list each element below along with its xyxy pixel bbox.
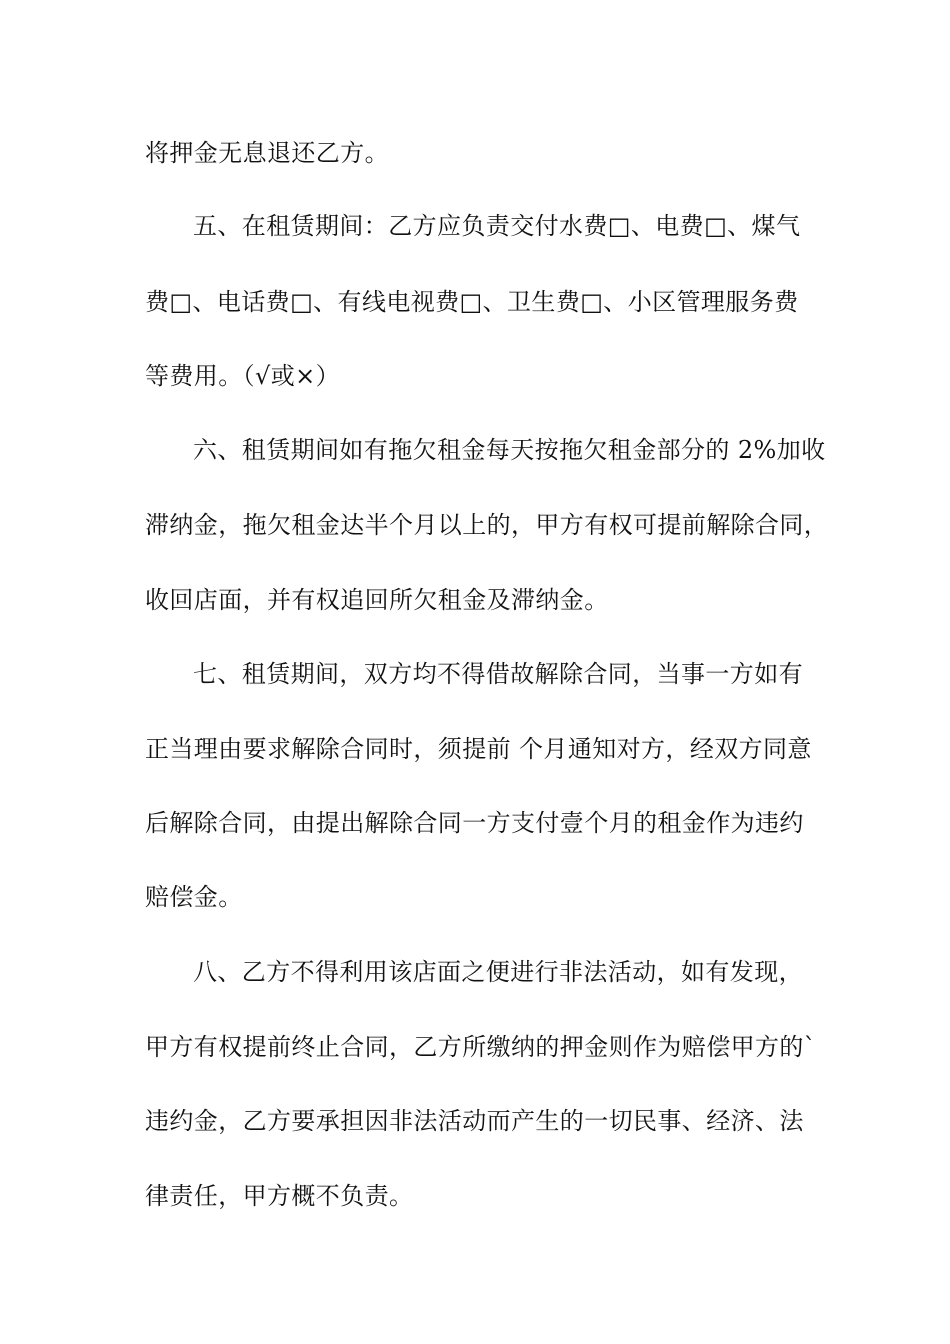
clause-8-line-4: 律责任，甲方概不负责。 [145, 1182, 414, 1210]
clause-6-line-3: 收回店面，并有权追回所欠租金及滞纳金。 [145, 586, 609, 614]
clause-6-line-2: 滞纳金，拖欠租金达半个月以上的，甲方有权可提前解除合同， [145, 511, 829, 539]
clause-5-line-2: 费□、电话费□、有线电视费□、卫生费□、小区管理服务费 [145, 288, 799, 316]
clause-5-line-3: 等费用。（√或×） [145, 362, 341, 390]
clause-7-line-3: 后解除合同，由提出解除合同一方支付壹个月的租金作为违约 [145, 809, 804, 837]
clause-5-line-1: 五、在租赁期间：乙方应负责交付水费□、电费□、煤气 [193, 212, 801, 240]
clause-8-line-3: 违约金，乙方要承担因非法活动而产生的一切民事、经济、法 [145, 1107, 804, 1135]
text-line: 将押金无息退还乙方。 [145, 139, 389, 167]
clause-7-line-4: 赔偿金。 [145, 883, 243, 911]
clause-8-line-2: 甲方有权提前终止合同，乙方所缴纳的押金则作为赔偿甲方的` [145, 1033, 817, 1061]
clause-8-line-1: 八、乙方不得利用该店面之便进行非法活动，如有发现， [193, 958, 803, 986]
clause-7-line-2: 正当理由要求解除合同时，须提前 个月通知对方，经双方同意 [145, 735, 812, 763]
clause-7-line-1: 七、租赁期间，双方均不得借故解除合同，当事一方如有 [193, 660, 803, 688]
clause-6-line-1: 六、租赁期间如有拖欠租金每天按拖欠租金部分的 2%加收 [193, 436, 826, 464]
